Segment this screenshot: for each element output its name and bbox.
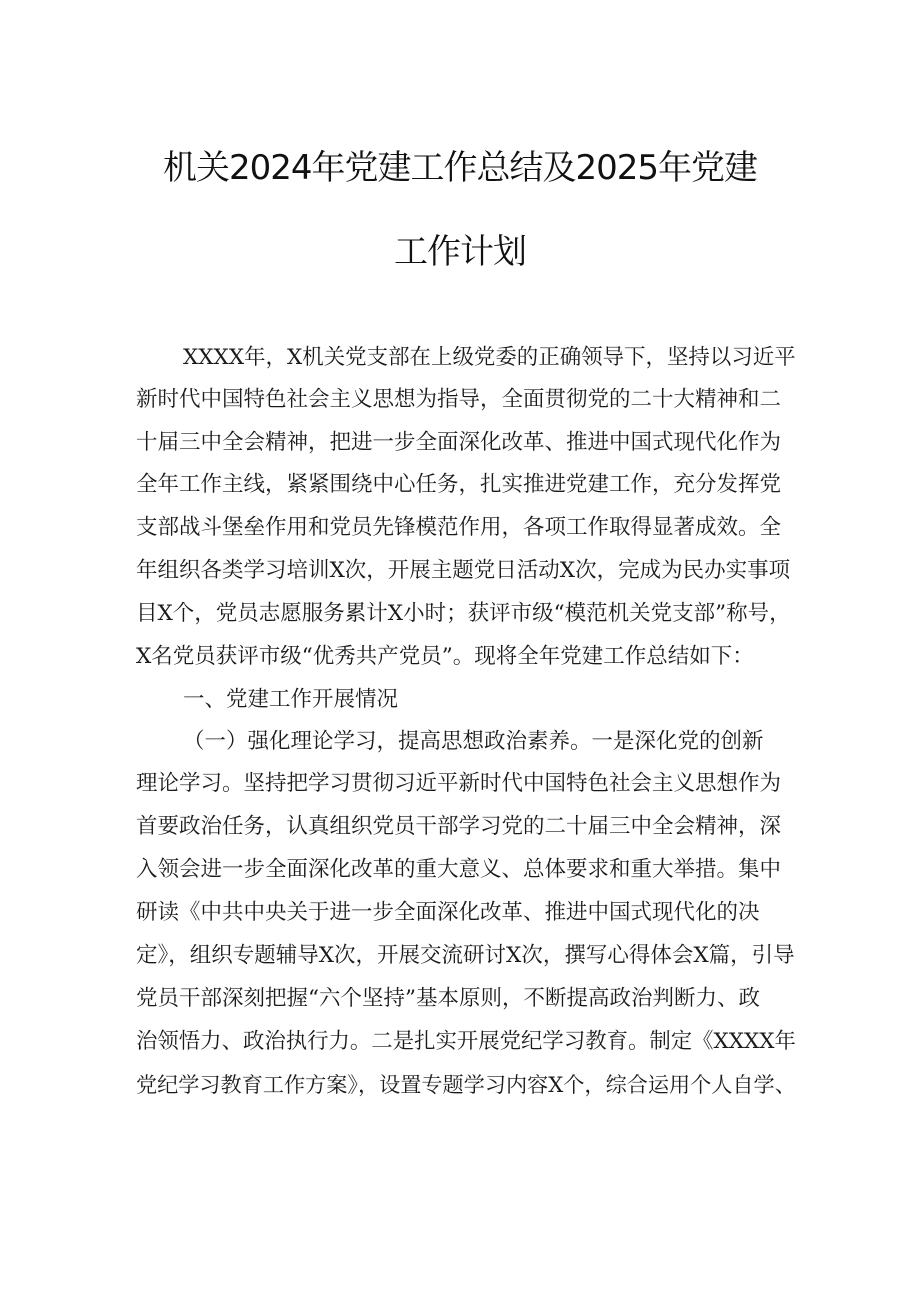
paragraph-line: 十届三中全会精神，把进一步全面深化改革、推进中国式现代化作为	[136, 430, 782, 455]
paragraph-line: 首要政治任务，认真组织党员干部学习党的二十届三中全会精神，深	[136, 814, 782, 839]
paragraph-line: 研读《中共中央关于进一步全面深化改革、推进中国式现代化的决	[136, 900, 760, 925]
paragraph-line: X名党员获评市级“优秀共产党员”。现将全年党建工作总结如下：	[136, 644, 754, 669]
paragraph-line: 年组织各类学习培训X次，开展主题党日活动X次，完成为民办实事项	[136, 558, 791, 583]
paragraph-line: 党纪学习教育工作方案》，设置专题学习内容X个，综合运用个人自学、	[136, 1072, 796, 1097]
paragraph-line: 全年工作主线，紧紧围绕中心任务，扎实推进党建工作，充分发挥党	[136, 472, 782, 497]
paragraph-line: 理论学习。坚持把学习贯彻习近平新时代中国特色社会主义思想作为	[136, 771, 782, 796]
subsection-heading-line: （一）强化理论学习，提高思想政治素养。一是深化党的创新	[183, 729, 764, 754]
paragraph-line: 目X个，党员志愿服务累计X小时；获评市级“模范机关党支部”称号，	[136, 601, 791, 626]
paragraph-line: 新时代中国特色社会主义思想为指导，全面贯彻党的二十大精神和二	[136, 387, 782, 412]
paragraph-line: 党员干部深刻把握“六个坚持”基本原则，不断提高政治判断力、政	[136, 986, 760, 1011]
document-title-line-2: 工作计划	[394, 232, 526, 272]
document-title-line-1: 机关2024年党建工作总结及2025年党建	[162, 148, 758, 188]
paragraph-line: 入领会进一步全面深化改革的重大意义、总体要求和重大举措。集中	[136, 857, 782, 882]
paragraph-line: XXXX年，X机关党支部在上级党委的正确领导下，坚持以习近平	[183, 345, 796, 370]
paragraph-line: 支部战斗堡垒作用和党员先锋模范作用，各项工作取得显著成效。全	[136, 515, 782, 540]
paragraph-line: 治领悟力、政治执行力。二是扎实开展党纪学习教育。制定《XXXX年	[136, 1029, 796, 1054]
paragraph-line: 定》，组织专题辅导X次，开展交流研讨X次，撰写心得体会X篇，引导	[136, 943, 795, 968]
section-heading: 一、党建工作开展情况	[183, 687, 399, 712]
